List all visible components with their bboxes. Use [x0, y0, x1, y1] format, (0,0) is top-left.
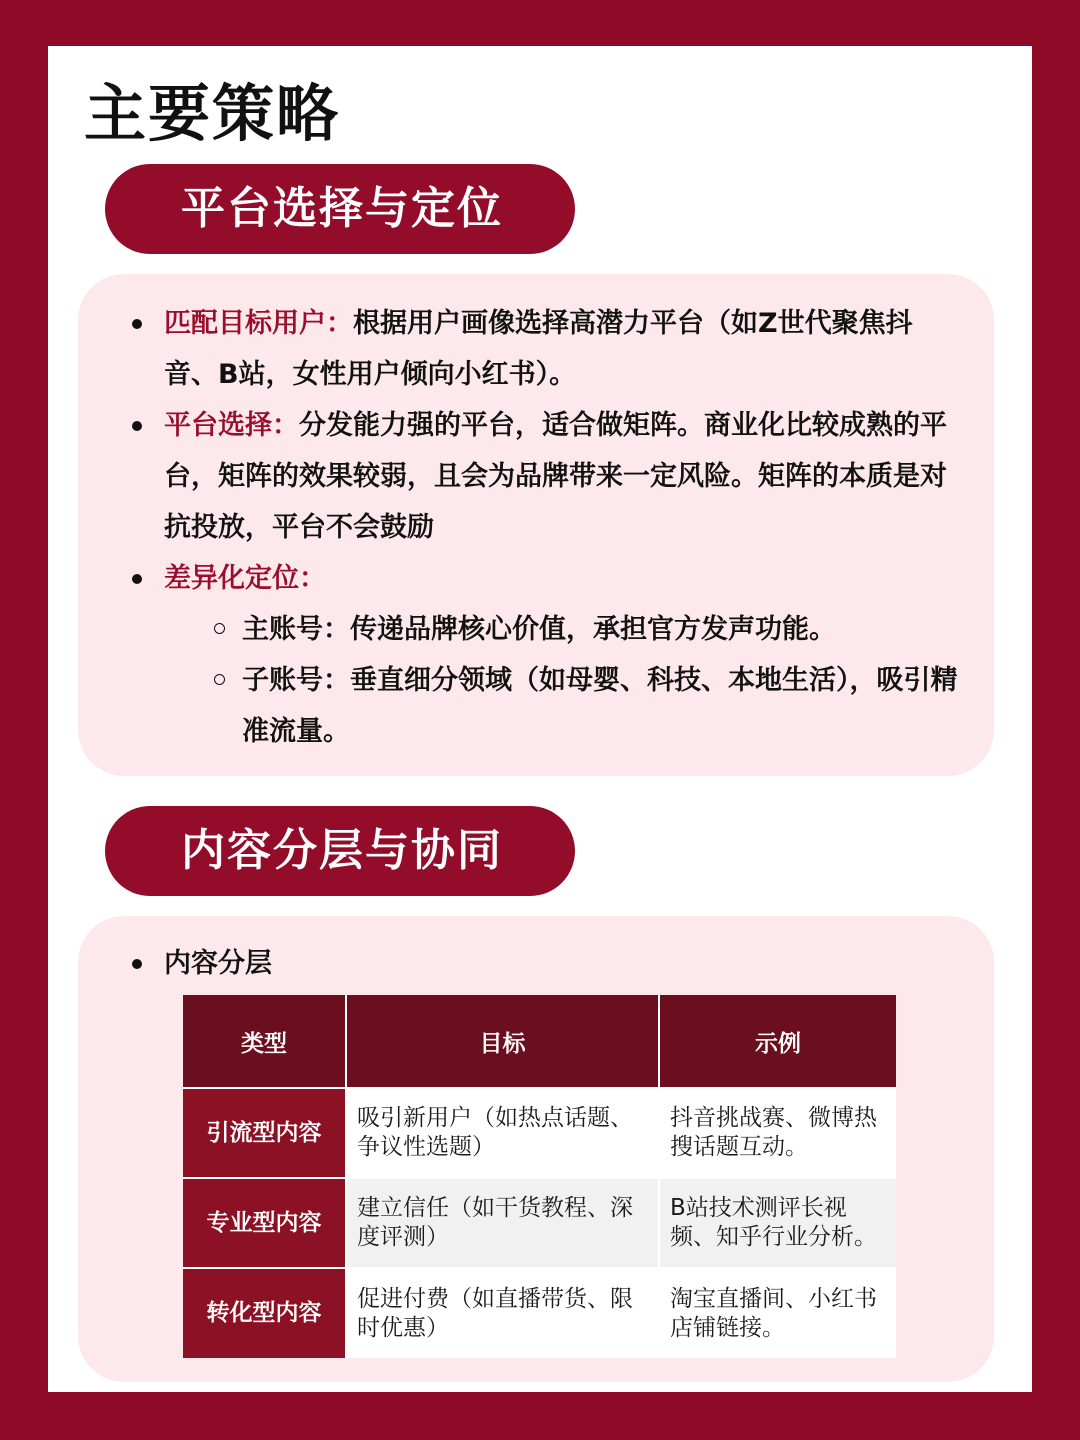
bullet-list [130, 298, 960, 757]
section-heading-platform: 平台选择与定位 [105, 164, 575, 254]
list-item [130, 553, 960, 757]
sub-list-item: 子账号：垂直细分领域（如母婴、科技、本地生活），吸引精准流量。 [212, 655, 960, 757]
type-cell: 转化型内容 [183, 1268, 346, 1358]
column-header-type: 类型 [183, 995, 346, 1088]
table-header-row [183, 995, 896, 1088]
example-cell: B站技术测评长视频、知乎行业分析。 [659, 1178, 896, 1268]
bullet-text: 分发能力强的平台，适合做矩阵。商业化比较成熟的平台，矩阵的效果较弱，且会为品牌带来一定风险。矩阵的本质是对抗投放，平台不会鼓励 [164, 410, 947, 543]
bullet-key: 平台选择： [164, 410, 299, 441]
example-cell: 抖音挑战赛、微博热搜话题互动。 [659, 1088, 896, 1178]
page-card [48, 46, 1032, 1392]
bullet-key: 匹配目标用户： [164, 308, 353, 339]
content-layer-table [183, 995, 896, 1358]
section-heading-content: 内容分层与协同 [105, 806, 575, 896]
sub-bullet-list [164, 604, 960, 757]
bullet-key: 差异化定位： [164, 563, 326, 594]
type-cell: 引流型内容 [183, 1088, 346, 1178]
column-header-example: 示例 [659, 995, 896, 1088]
sub-list-item: 主账号：传递品牌核心价值，承担官方发声功能。 [212, 604, 960, 655]
table-row [183, 1088, 896, 1178]
table-row [183, 1178, 896, 1268]
section-panel-content [78, 916, 994, 1382]
list-item [130, 298, 960, 400]
table-row [183, 1268, 896, 1358]
example-cell: 淘宝直播间、小红书店铺链接。 [659, 1268, 896, 1358]
goal-cell: 建立信任（如干货教程、深度评测） [346, 1178, 659, 1268]
bullet-text: 根据用户画像选择高潜力平台（如Z世代聚焦抖音、B站，女性用户倾向小红书）。 [164, 308, 913, 390]
list-item [130, 400, 960, 553]
section-panel-platform [78, 274, 994, 776]
page-title: 主要策略 [84, 77, 341, 150]
goal-cell: 吸引新用户（如热点话题、争议性选题） [346, 1088, 659, 1178]
column-header-goal: 目标 [346, 995, 659, 1088]
goal-cell: 促进付费（如直播带货、限时优惠） [346, 1268, 659, 1358]
bullet-content-layers: 内容分层 [130, 938, 272, 989]
type-cell: 专业型内容 [183, 1178, 346, 1268]
